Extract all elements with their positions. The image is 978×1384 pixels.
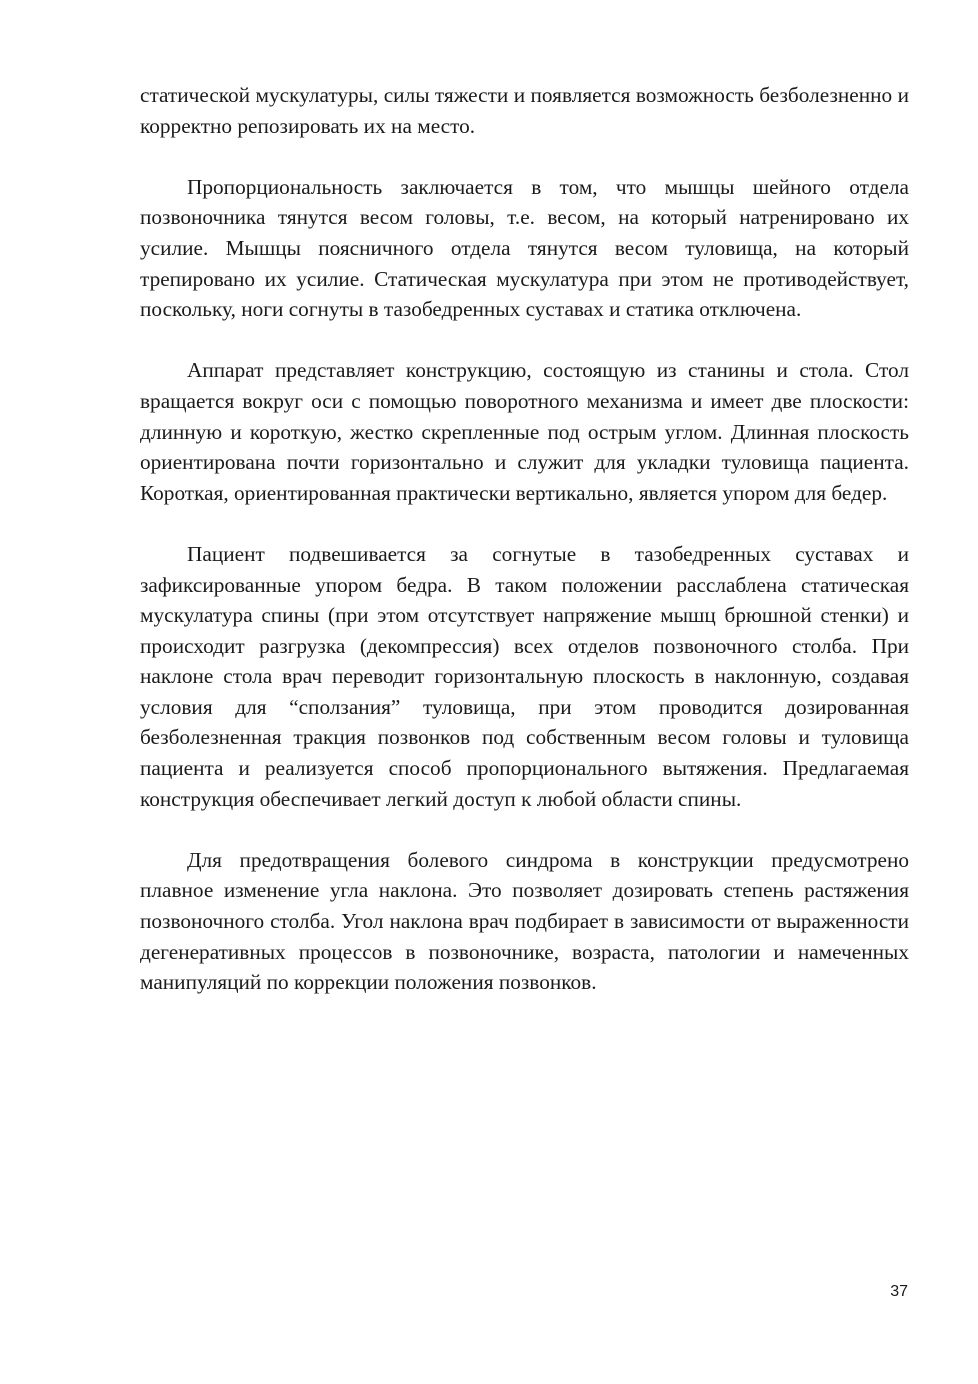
body-text: [140, 80, 909, 1028]
paragraph-proportionality: Пропорциональность заключается в том, что мышцы шейного отдела позвоночника тянутся весом головы, т.е. весом, на который натренировано их усилие. Мышцы поясничного отдела тянутся весом туловища, на который трепировано их усилие. Статическая мускулатура при этом не противодействует, поскольку, ноги согнуты в тазобедренных суставах и статика отключена.: [140, 174, 909, 322]
paragraph-patient: Пациент подвешивается за согнутые в тазобедренных суставах и зафиксированные упором бедра. В таком положении расслаблена статическая мускулатура спины (при этом отсутствует напряжение мышц брюшной стенки) и происходит разгрузка (декомпрессия) всех отделов позвоночного столба. При наклоне стола врач переводит горизонтальную плоскость в наклонную, создавая условия для “сползания” туловища, при этом проводится дозированная безболезненная тракция позвонков под собственным весом головы и туловища пациента и реализуется способ пропорционального вытяжения. Предлагаемая конструкция обеспечивает легкий доступ к любой области спины.: [140, 541, 909, 811]
paragraph-continuation: статической мускулатуры, силы тяжести и появляется возможность безболезненно и корректно репозировать их на место.: [140, 83, 909, 138]
page-number: 37: [890, 1283, 908, 1300]
paragraph-pain-prevention: Для предотвращения болевого синдрома в конструкции предусмотрено плавное изменение угла наклона. Это позволяет дозировать степень растяжения позвоночного столба. Угол наклона врач подбирает в зависимости от выраженности дегенеративных процессов в позвоночнике, возраста, патологии и намеченных манипуляций по коррекции положения позвонков.: [140, 847, 909, 995]
paragraph-apparatus: Аппарат представляет конструкцию, состоящую из станины и стола. Стол вращается вокруг оси с помощью поворотного механизма и имеет две плоскости: длинную и короткую, жестко скрепленные под острым углом. Длинная плоскость ориентирована почти горизонтально и служит для укладки туловища пациента. Короткая, ориентированная практически вертикально, является упором для бедер.: [140, 358, 909, 505]
